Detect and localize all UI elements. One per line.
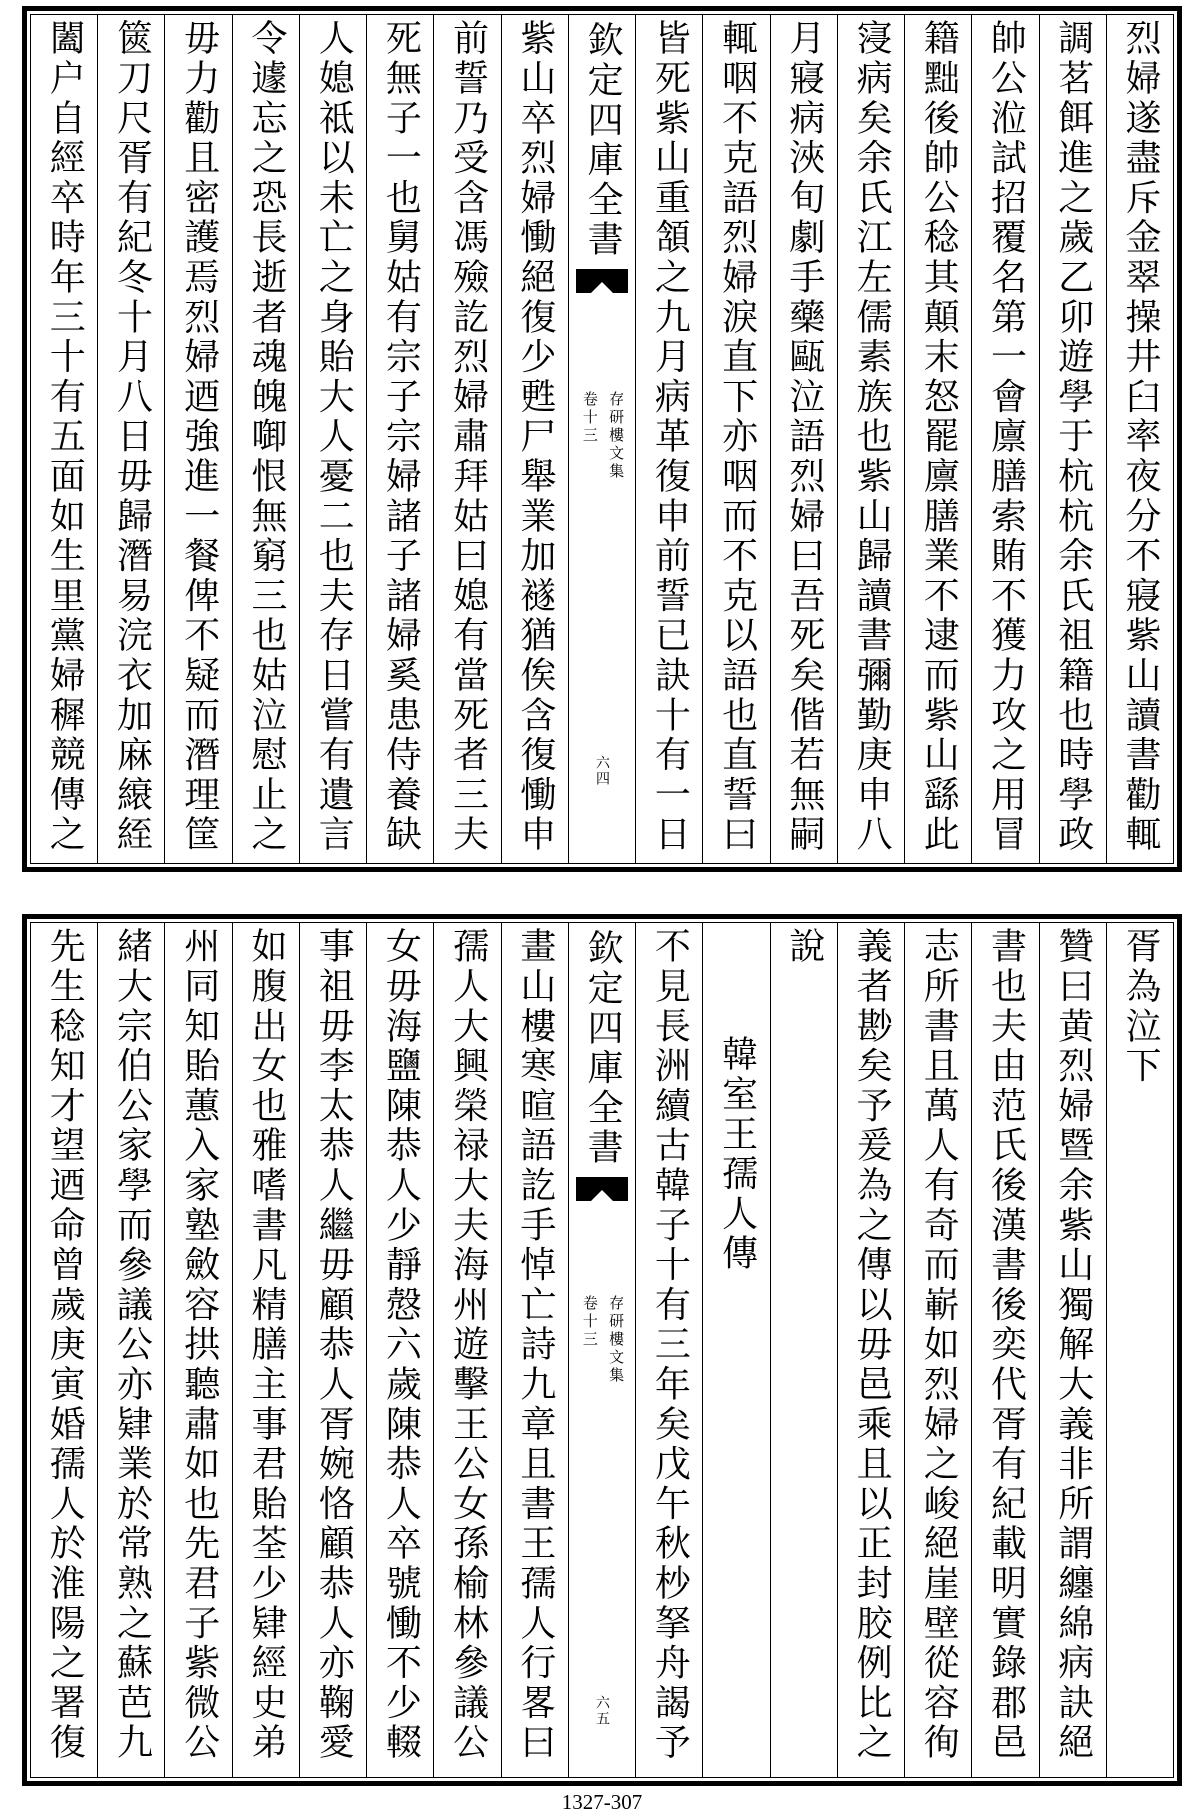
text-column — [770, 15, 837, 863]
column-text: 畫山樓寒暄語訖手悼亡詩九章且書王孺人行畧曰 — [514, 927, 556, 1763]
column-text: 皆死紫山重頷之九月病革復申前誓已訣十有一日 — [649, 19, 691, 855]
page-code: 1327-307 — [561, 1790, 643, 1814]
text-column — [366, 15, 433, 863]
text-column — [1039, 15, 1106, 863]
column-text: 贊曰黄烈婦暨余紫山獨解大義非所謂纏綿病訣絕 — [1052, 927, 1094, 1763]
text-column — [1106, 15, 1173, 863]
text-column — [971, 923, 1038, 1777]
text-column — [635, 923, 702, 1777]
text-column — [31, 923, 97, 1777]
column-text: 義者尠矣予爰為之傳以毋邑乘且以正封胶例比之 — [851, 927, 893, 1763]
column-text: 緒大宗伯公家學而參議公亦肄業於常熟之蘇芭九 — [111, 927, 153, 1763]
folio-number: 六四 — [594, 755, 610, 787]
text-column — [1039, 923, 1106, 1777]
column-text: 月寢病浹旬劇手藥甌泣語烈婦曰吾死矣偕若無嗣 — [783, 19, 825, 855]
column-text: 前誓乃受含馮殮訖烈婦肅拜姑曰媳有當死者三夫 — [447, 19, 489, 855]
text-column — [971, 15, 1038, 863]
text-column — [232, 923, 299, 1777]
column-text: 不見長洲續古韓子十有三年矣戊午秋杪拏舟謁予 — [649, 927, 691, 1763]
page-top — [22, 6, 1182, 872]
center-column — [568, 15, 635, 863]
column-text: 死無子一也舅姑有宗子宗婦諸子諸婦奚患侍養缺 — [380, 19, 422, 855]
inner-frame — [30, 922, 1174, 1778]
book-title: 存研樓文集 — [607, 1295, 626, 1385]
column-text: 帥公涖試招覆名第一會廪膳索賄不獲力攻之用冒 — [985, 19, 1027, 855]
book-title: 存研樓文集 — [607, 391, 626, 481]
text-column — [702, 15, 769, 863]
column-text: 書也夫由范氏後漢書後奕代胥有紀載明實錄郡邑 — [985, 927, 1027, 1763]
text-column — [433, 15, 500, 863]
page-bottom — [22, 914, 1182, 1786]
text-column — [837, 15, 904, 863]
text-column — [770, 923, 837, 1777]
series-title: 欽定四庫全書 — [582, 21, 624, 260]
column-text: 先生稔知才望迺命曾歲庚寅婚孺人於淮陽之署復 — [44, 927, 86, 1763]
column-text: 調茗餌進之歲乙卯遊學于杭杭余氏祖籍也時學政 — [1052, 19, 1094, 855]
text-column — [904, 923, 971, 1777]
column-text: 紫山卒烈婦慟絕復少甦尸舉業加襚猶俟含復慟申 — [514, 19, 556, 855]
column-text: 令遽忘之恐長逝者魂魄啣恨無窮三也姑泣慰止之 — [245, 19, 287, 855]
text-column — [164, 923, 231, 1777]
volume-label: 卷十三 — [580, 1295, 599, 1349]
text-column — [501, 923, 568, 1777]
text-column — [97, 923, 164, 1777]
column-text: 輒咽不克語烈婦淚直下亦咽而不克以語也直誓曰 — [716, 19, 758, 855]
column-text: 烈婦遂盡斥金翠操井臼率夜分不寢紫山讀書勸輒 — [1120, 19, 1161, 855]
text-column — [97, 15, 164, 863]
text-column — [837, 923, 904, 1777]
column-text: 籍黜後帥公稔其顛末怒罷廪膳業不逮而紫山繇此 — [918, 19, 960, 855]
column-text: 孺人大興榮禄大夫海州遊擊王公女孫榆林參議公 — [447, 927, 489, 1763]
column-text: 州同知貽蕙入家塾斂容拱聽肅如也先君子紫微公 — [178, 927, 220, 1763]
text-column — [232, 15, 299, 863]
column-text: 事祖毋李太恭人繼毋顧恭人胥婉恪顧恭人亦鞠愛 — [313, 927, 355, 1763]
text-column — [501, 15, 568, 863]
text-column — [366, 923, 433, 1777]
inner-frame — [30, 14, 1174, 864]
column-text: 人媳祗以未亡之身貽大人憂二也夫存日嘗有遺言 — [313, 19, 355, 855]
fishtail-mark — [576, 1177, 628, 1201]
text-column — [299, 923, 366, 1777]
text-column — [164, 15, 231, 863]
text-column — [635, 15, 702, 863]
column-text: 女毋海鹽陳恭人少靜慤六歲陳恭人卒號慟不少輟 — [380, 927, 422, 1763]
column-text: 胥為泣下 — [1120, 927, 1161, 1087]
column-text: 毋力勸且密護焉烈婦迺強進一餐俾不疑而潛理筐 — [178, 19, 220, 855]
text-column — [31, 15, 97, 863]
text-column — [433, 923, 500, 1777]
column-text: 寖病矣余氏江左儒素族也紫山歸讀書彌勤庚申八 — [851, 19, 893, 855]
folio-number: 六五 — [594, 1695, 610, 1727]
volume-label: 卷十三 — [580, 391, 599, 445]
text-column — [904, 15, 971, 863]
fishtail-mark — [576, 269, 628, 293]
column-text: 篋刀尺胥有紀冬十月八日毋歸潛易浣衣加麻縗絰 — [111, 19, 153, 855]
center-column — [568, 923, 635, 1777]
chapter-title-column — [702, 923, 769, 1777]
column-text: 志所書且萬人有奇而嶄如烈婦之峻絕崖壁從容徇 — [918, 927, 960, 1763]
text-column — [1106, 923, 1173, 1777]
column-text: 說 — [783, 927, 825, 967]
text-column — [299, 15, 366, 863]
column-text: 如腹出女也雅嗜書凡精膳主事君貽荃少肄經史弟 — [245, 927, 287, 1763]
column-text: 闔户自經卒時年三十有五面如生里黨婦穉競傳之 — [44, 19, 86, 855]
series-title: 欽定四庫全書 — [582, 929, 624, 1168]
chapter-title: 韓室王孺人傳 — [716, 1035, 758, 1274]
